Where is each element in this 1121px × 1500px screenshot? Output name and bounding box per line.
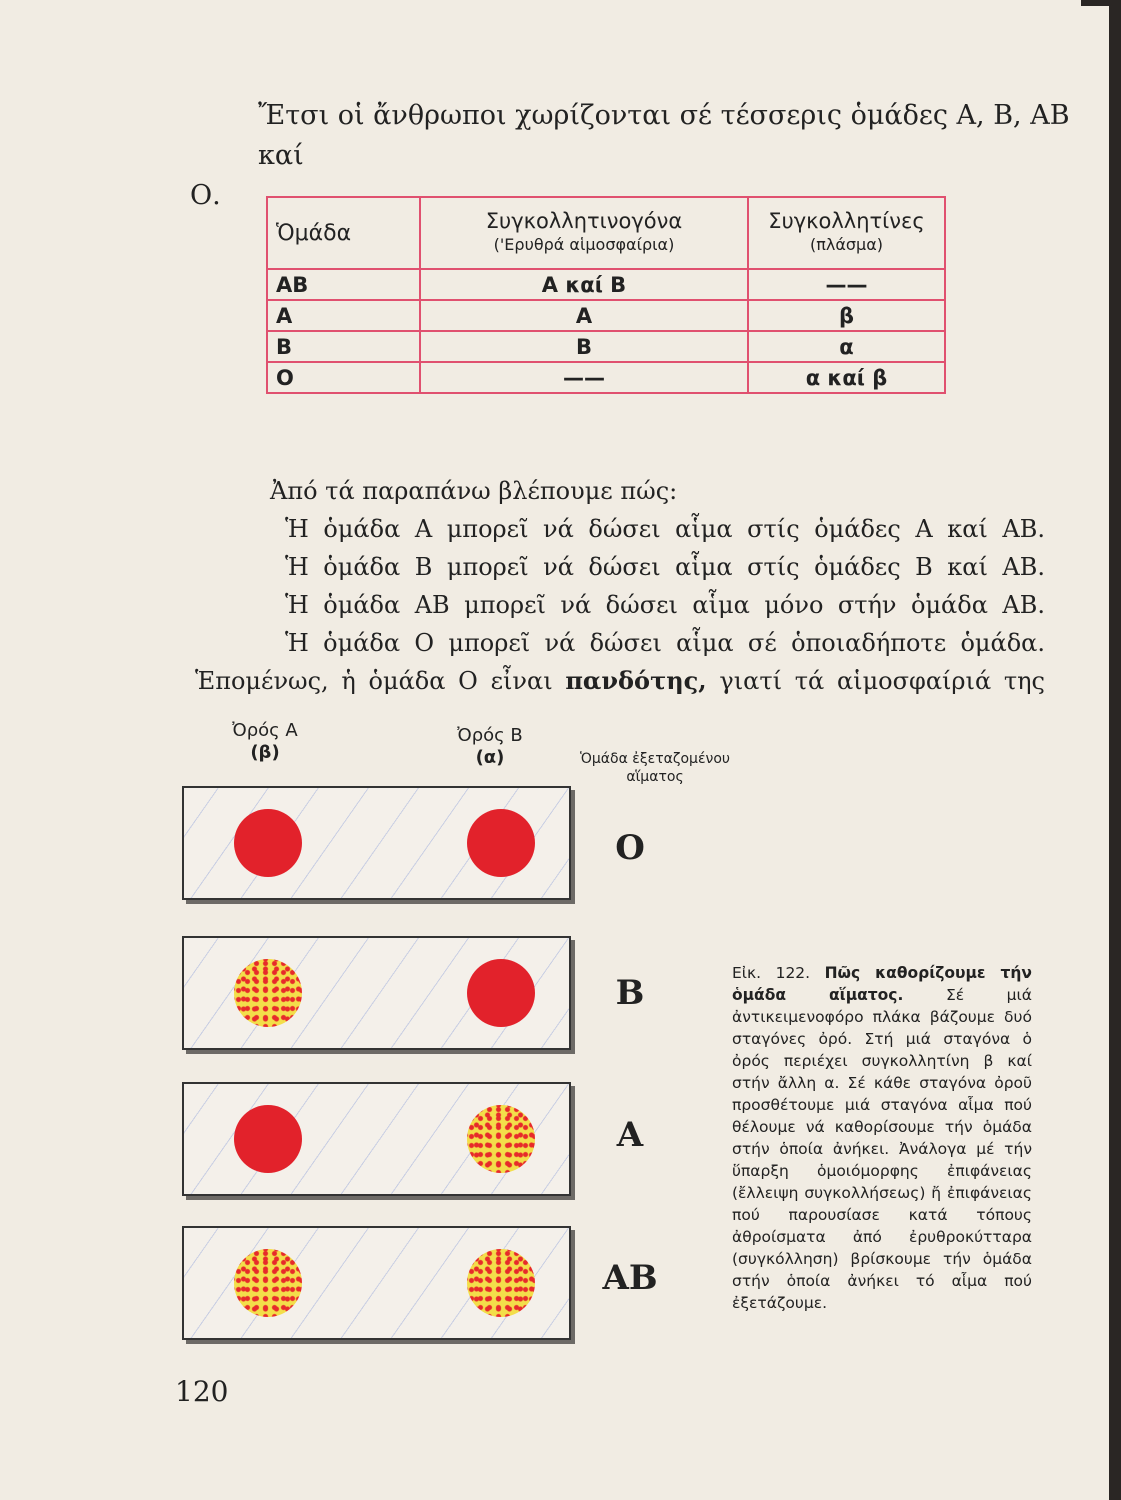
slide-group-ab xyxy=(182,1226,571,1340)
header-agglutinins xyxy=(748,197,945,269)
body-sentence-3: Ἡ ὁμάδα ΑΒ μπορεῖ νά δώσει αἷμα μόνο στήν ὁμάδα ΑΒ. xyxy=(285,591,1045,619)
table-row xyxy=(267,269,945,300)
body-sentence-2: Ἡ ὁμάδα Β μπορεῖ νά δώσει αἷμα στίς ὁμάδες Β καί ΑΒ. xyxy=(285,553,1045,581)
drop-serum-b xyxy=(467,809,535,877)
cell-agglutinogens: A καί B xyxy=(420,269,748,300)
serum-b-label-line1: Ὀρός B xyxy=(457,725,523,746)
body-sentence-4: Ἡ ὁμάδα Ο μπορεῖ νά δώσει αἷμα σέ ὁποιαδήποτε ὁμάδα. xyxy=(285,629,1045,657)
body-sentence-5 xyxy=(195,662,1045,700)
table-row xyxy=(267,362,945,393)
figure-caption xyxy=(732,962,1032,1314)
drop-serum-b xyxy=(467,1249,535,1317)
cell-group: A xyxy=(267,300,420,331)
serum-a-label-line1: Ὀρός A xyxy=(232,720,298,741)
header-agglutinins-label: Συγκολλητίνες xyxy=(768,209,925,233)
body-s5-bold: πανδότης, xyxy=(565,666,707,695)
intro-line-1: Ἔτσι οἱ ἄνθρωποι χωρίζονται σέ τέσσερις ὁμάδες Α, Β, ΑΒ καί xyxy=(258,100,1070,171)
serum-b-label xyxy=(440,725,540,769)
cell-group: B xyxy=(267,331,420,362)
drop-serum-b xyxy=(467,959,535,1027)
slide-group-label: A xyxy=(616,1115,644,1155)
body-lead: Ἀπό τά παραπάνω βλέπουμε πώς: xyxy=(270,477,678,505)
drop-serum-b xyxy=(467,1105,535,1173)
cell-group: O xyxy=(267,362,420,393)
table-row xyxy=(267,300,945,331)
cell-agglutinogens: A xyxy=(420,300,748,331)
drop-serum-a xyxy=(234,809,302,877)
drop-serum-a xyxy=(234,959,302,1027)
body-s5-post: γιατί τά αἱμοσφαίριά της xyxy=(706,667,1045,695)
header-agglutinogens-sub: ('Ερυθρά αἱμοσφαίρια) xyxy=(493,235,675,254)
drop-serum-a xyxy=(234,1249,302,1317)
caption-title: Πῶς καθορίζουμε τήν ὁμάδα αἵματος. xyxy=(732,964,1032,1004)
tested-blood-label-line1: Ὁμάδα ἐξεταζομένου xyxy=(580,751,730,767)
header-group: Ὁμάδα xyxy=(267,197,420,269)
caption-fig-number: Εἰκ. 122. xyxy=(732,964,811,982)
cell-group: AB xyxy=(267,269,420,300)
slide-group-a xyxy=(182,1082,571,1196)
slide-group-label: AB xyxy=(602,1258,658,1298)
body-text xyxy=(195,472,1045,700)
slide-group-label: O xyxy=(615,828,645,868)
drop-serum-a xyxy=(234,1105,302,1173)
cell-agglutinins: —— xyxy=(748,269,945,300)
slide-group-b xyxy=(182,936,571,1050)
table-row xyxy=(267,331,945,362)
serum-a-label-line2: (β) xyxy=(250,742,280,763)
page-edge-shadow xyxy=(1109,0,1121,1500)
intro-line-2: Ο. xyxy=(190,180,221,211)
cell-agglutinogens: —— xyxy=(420,362,748,393)
tested-blood-label xyxy=(560,750,750,786)
page-corner-shadow xyxy=(1081,0,1121,6)
header-agglutinins-sub: (πλάσμα) xyxy=(810,235,883,254)
header-agglutinogens-label: Συγκολλητινογόνα xyxy=(485,209,683,233)
serum-a-label xyxy=(215,720,315,764)
serum-b-label-line2: (α) xyxy=(475,747,505,768)
slide-group-o xyxy=(182,786,571,900)
blood-group-table xyxy=(266,196,946,394)
cell-agglutinogens: B xyxy=(420,331,748,362)
page-number: 120 xyxy=(175,1375,229,1408)
cell-agglutinins: β xyxy=(748,300,945,331)
caption-text: Σέ μιά ἀντικειμενοφόρο πλάκα βάζουμε δυό σταγόνες ὀρό. Στή μιά σταγόνα ὁ ὀρός περιέχει συγκολλητίνη β καί στήν ἄλλη α. Σέ κάθε σταγόνα ὀροῦ προσθέτουμε μιά σταγόνα αἷμα πού θέλουμε νά καθορίσουμε τήν ὁμάδα στήν ὁποία ἀνήκει. Ἀνάλογα μέ τήν ὕπαρξη ὁμοιόμορφης ἐπιφάνειας (ἔλλειψη συγκολλήσεως) ἤ ἐπιφάνειας πού παρουσίασε κατά τόπους ἀθροίσματα ἀπό ἐρυθροκύτταρα (συγκόλληση) βρίσκουμε τήν ὁμάδα στήν ὁποία ἀνήκει τό αἷμα πού ἐξετάζουμε. xyxy=(732,986,1032,1312)
cell-agglutinins: α xyxy=(748,331,945,362)
table-header-row xyxy=(267,197,945,269)
body-s5-pre: Ἑπομένως, ἡ ὁμάδα Ο εἶναι xyxy=(195,667,566,695)
cell-agglutinins: α καί β xyxy=(748,362,945,393)
body-sentence-1: Ἡ ὁμάδα Α μπορεῖ νά δώσει αἷμα στίς ὁμάδες Α καί ΑΒ. xyxy=(285,515,1045,543)
header-agglutinogens xyxy=(420,197,748,269)
tested-blood-label-line2: αἵματος xyxy=(626,769,684,785)
slide-group-label: B xyxy=(615,973,645,1013)
